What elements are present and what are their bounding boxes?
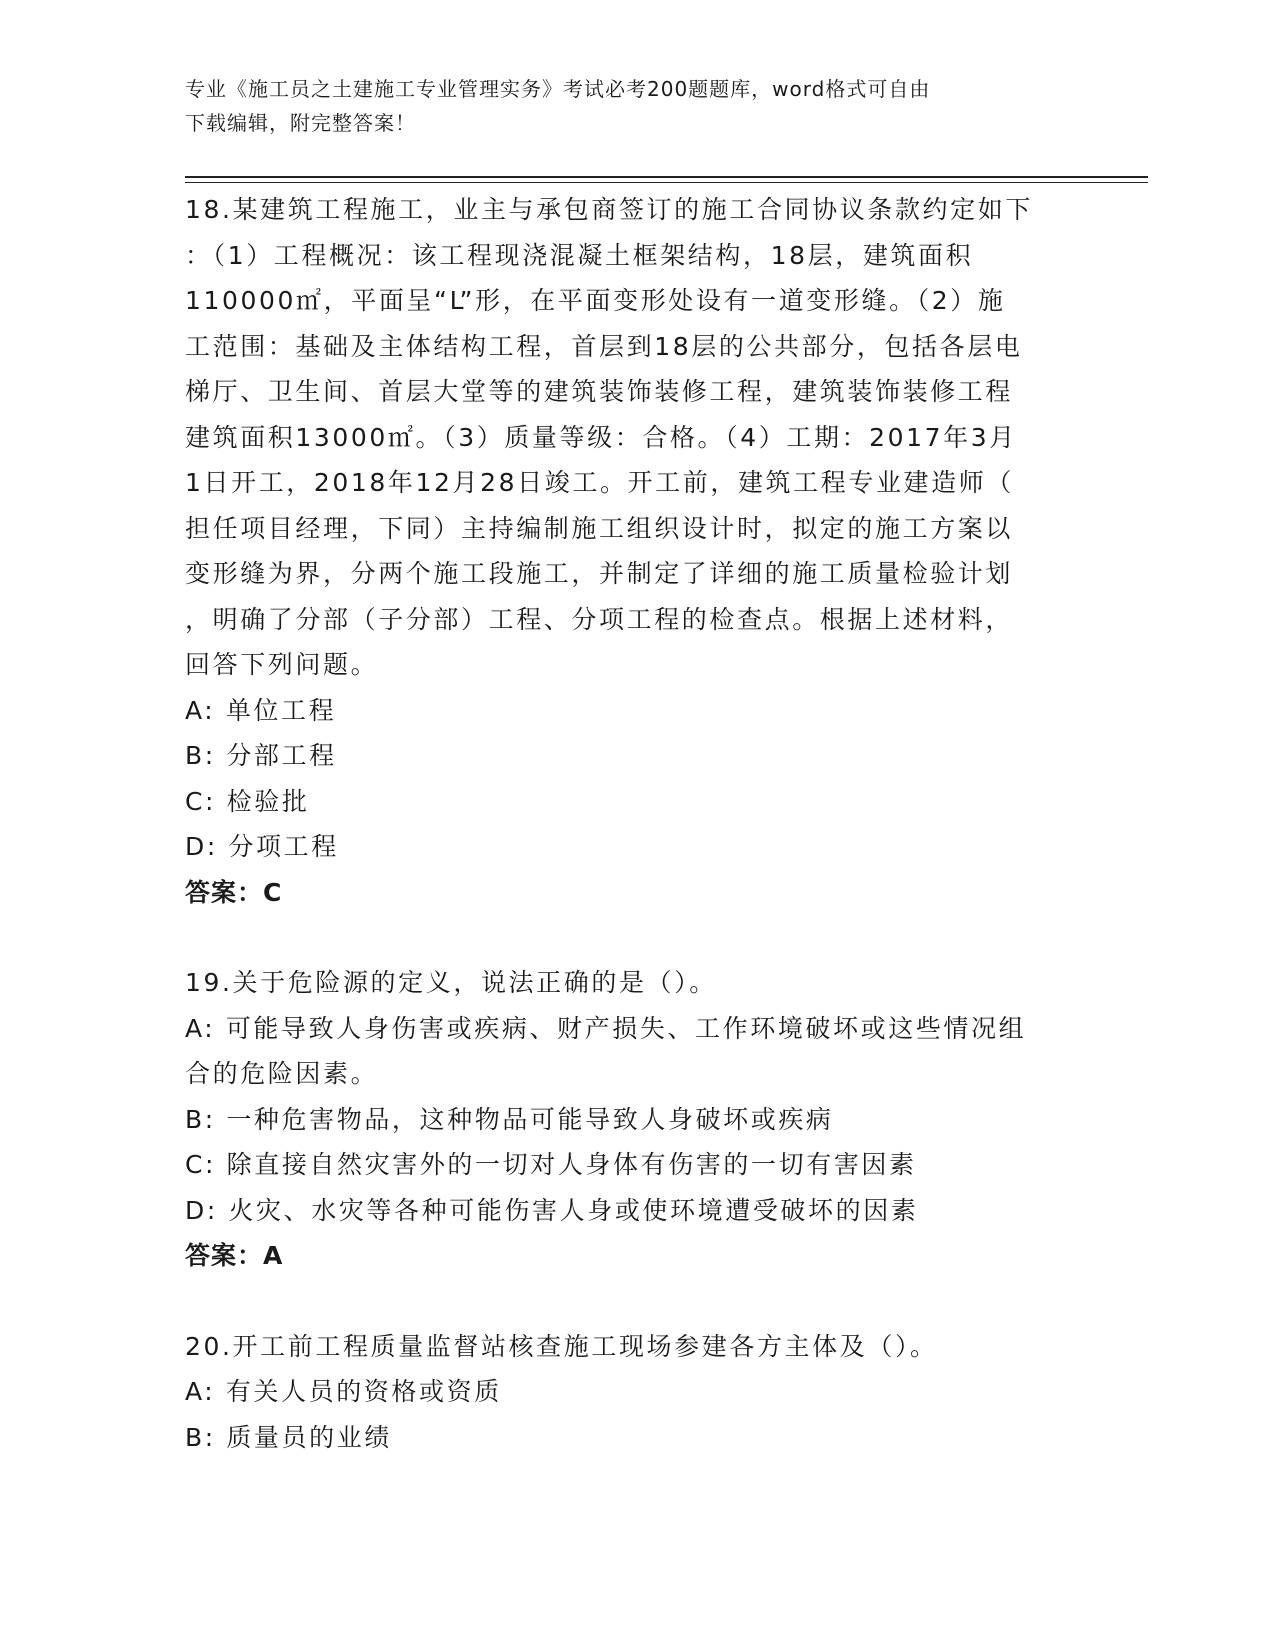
- answer: 答案：A: [185, 1241, 284, 1270]
- header-divider-thin: [185, 182, 1148, 183]
- question-spacer: [185, 915, 1085, 960]
- option-d: D: 分项工程: [185, 832, 339, 861]
- answer: 答案：C: [185, 877, 283, 907]
- option-a: A: 单位工程: [185, 695, 337, 725]
- page-header: [185, 72, 1065, 140]
- option-b: B: 一种危害物品，这种物品可能导致人身破坏或疾病: [185, 1104, 834, 1134]
- question-20: [185, 1324, 1085, 1461]
- question-spacer: [185, 1279, 1085, 1324]
- header-divider-thick: [185, 176, 1148, 178]
- question-stem: 18.某建筑工程施工，业主与承包商签订的施工合同协议条款约定如下 ：（1）工程概况：该工程现浇混凝土框架结构，18层，建筑面积 110000㎡，平面呈“L”形，在平面变形处设有一道变形缝。（2）施 工范围：基础及主体结构工程，首层到18层的公共部分，包括各层电 梯厅、卫生间、首层大堂等的建筑装饰装修工程，建筑装饰装修工程 建筑面积13000㎡。（3）质量等级：合格。（4）工期：2017年3月 1日开工，2018年12月28日竣工。开工前，建筑工程专业建造师（ 担任项目经理，下同）主持编制施工组织设计时，拟定的施工方案以 变形缝为界，分两个施工段施工，并制定了详细的施工质量检验计划 ，明确了分部（子分部）工程、分项工程的检查点。根据上述材料， 回答下列问题。: [185, 195, 1033, 679]
- option-c: C: 检验批: [185, 786, 310, 816]
- question-stem: 19.关于危险源的定义，说法正确的是（）。: [185, 968, 717, 997]
- question-stem: 20.开工前工程质量监督站核查施工现场参建各方主体及（）。: [185, 1331, 938, 1361]
- option-c: C: 除直接自然灾害外的一切对人身体有伤害的一切有害因素: [185, 1150, 917, 1179]
- question-list: [185, 187, 1085, 1460]
- option-a: A: 可能导致人身伤害或疾病、财产损失、工作环境破坏或这些情况组 合的危险因素。: [185, 1013, 1027, 1088]
- option-b: B: 质量员的业绩: [185, 1422, 392, 1452]
- question-18: [185, 187, 1085, 915]
- option-b: B: 分部工程: [185, 741, 337, 770]
- option-d: D: 火灾、水灾等各种可能伤害人身或使环境遭受破坏的因素: [185, 1195, 919, 1225]
- question-19: [185, 960, 1085, 1279]
- option-a: A: 有关人员的资格或资质: [185, 1377, 502, 1406]
- header-text: 专业《施工员之土建施工专业管理实务》考试必考200题题库，word格式可自由 下载编辑，附完整答案！: [185, 77, 931, 135]
